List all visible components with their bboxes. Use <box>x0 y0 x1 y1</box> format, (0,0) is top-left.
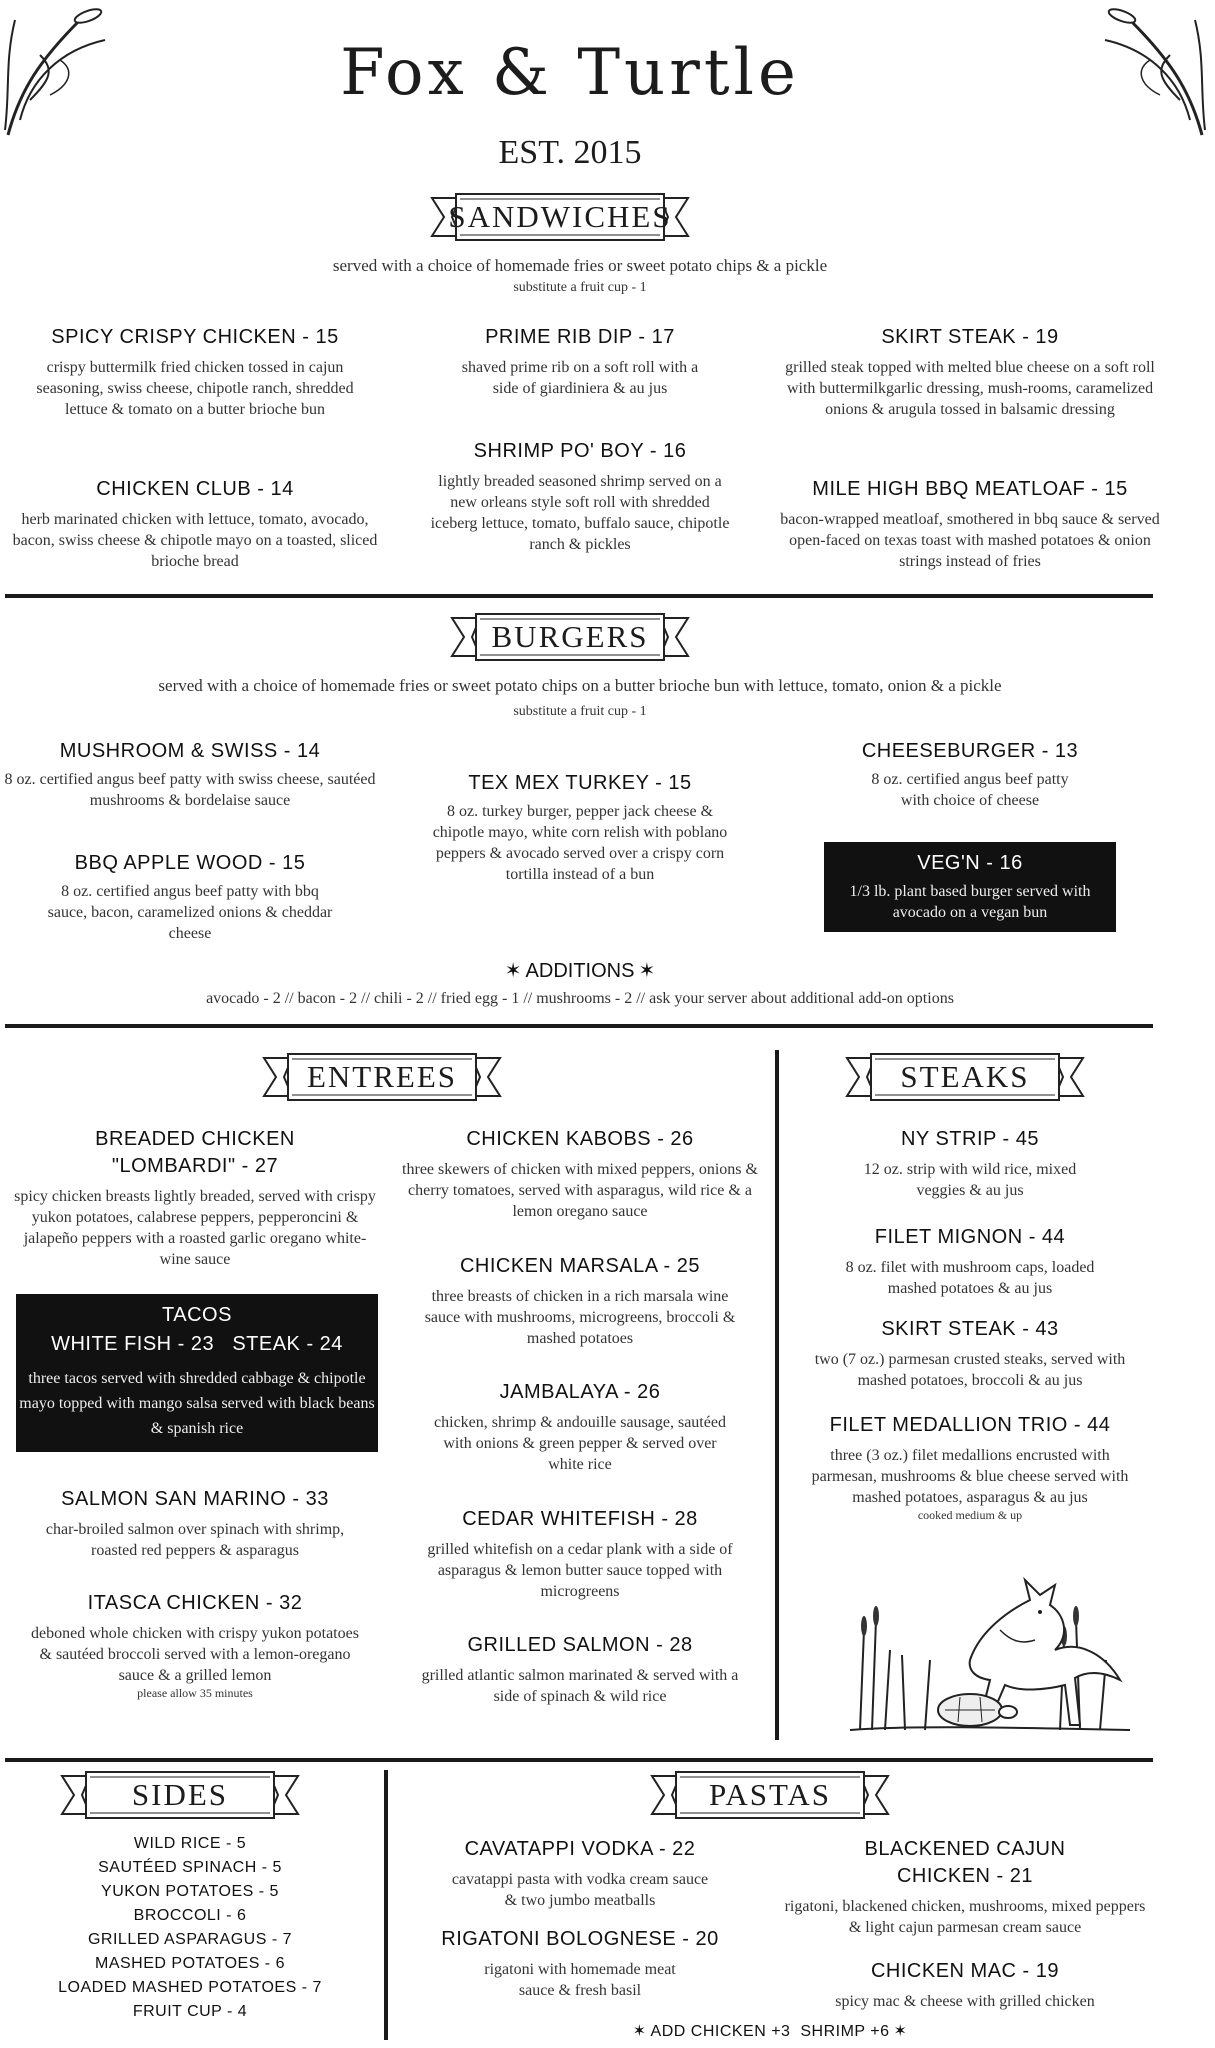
list-item: WILD RICE - 5 <box>133 1835 247 1852</box>
item-description: crispy buttermilk fried chicken tossed in cajun seasoning, swiss cheese, chipotle ranch, shredded lettuce & tomato on a butter brioche bun <box>36 359 354 418</box>
menu-item <box>775 478 1165 572</box>
item-title: GRILLED SALMON - 28 <box>467 1634 693 1656</box>
list-item: SAUTÉED SPINACH - 5 <box>98 1859 282 1876</box>
item-title: CHICKEN CLUB - 14 <box>96 478 294 500</box>
item-description: 8 oz. filet with mushroom caps, loaded mashed potatoes & au jus <box>845 1259 1095 1297</box>
established-year: EST. 2015 <box>498 134 642 171</box>
item-title: CHICKEN - 21 <box>896 1865 1034 1887</box>
pastas-heading: PASTAS <box>708 1777 832 1812</box>
vegan-burger-box <box>824 842 1116 932</box>
burgers-intro: served with a choice of homemade fries or sweet potato chips on a butter brioche bun with lettuce, tomato, onion & a pickle <box>158 676 1002 695</box>
header <box>0 0 1215 180</box>
item-title: FILET MEDALLION TRIO - 44 <box>829 1414 1111 1436</box>
menu-item <box>400 1634 760 1707</box>
item-note: cooked medium & up <box>917 1508 1023 1522</box>
menu-item <box>0 852 380 944</box>
item-description: spicy chicken breasts lightly breaded, served with crispy yukon potatoes, calabrese peppers, pepperoncini & jalapeño peppers with a roasted garlic oregano white-wine sauce <box>14 1188 376 1268</box>
item-description: 8 oz. certified angus beef patty with swiss cheese, sautéed mushrooms & bordelaise sauce <box>4 771 376 809</box>
item-title: SKIRT STEAK - 43 <box>881 1318 1059 1340</box>
list-item: FRUIT CUP - 4 <box>132 2003 248 2020</box>
additions-list: avocado - 2 // bacon - 2 // chili - 2 // fried egg - 1 // mushrooms - 2 // ask your server about additional add-on options <box>206 990 954 1007</box>
item-description: three skewers of chicken with mixed peppers, onions & cherry tomatoes, served with asparagus, wild rice & a lemon oregano sauce <box>402 1161 758 1220</box>
star-icon: ✶ <box>632 2023 647 2040</box>
item-title: CEDAR WHITEFISH - 28 <box>462 1508 698 1530</box>
item-title: NY STRIP - 45 <box>900 1128 1040 1150</box>
pasta-addons-text: ADD CHICKEN +3 SHRIMP +6 <box>650 2023 890 2040</box>
menu-item <box>400 772 760 885</box>
menu-item <box>820 740 1120 811</box>
pasta-addons <box>400 2020 1140 2044</box>
item-description: lightly breaded seasoned shrimp served on a new orleans style soft roll with shredded iceberg lettuce, tomato, buffalo sauce, chipotle ranch & pickles <box>430 473 730 553</box>
cattail-plant-icon <box>0 0 110 140</box>
star-icon: ✶ <box>893 2023 908 2040</box>
item-description: rigatoni, blackened chicken, mushrooms, mixed peppers & light cajun parmesan cream sauce <box>784 1898 1146 1936</box>
item-description: grilled atlantic salmon marinated & served with a side of spinach & wild rice <box>421 1667 739 1705</box>
sides-list <box>20 1832 360 2024</box>
item-title: WHITE FISH - 23 STEAK - 24 <box>51 1333 343 1355</box>
item-title: PRIME RIB DIP - 17 <box>485 326 675 348</box>
item-title: JAMBALAYA - 26 <box>499 1381 661 1403</box>
item-description: grilled whitefish on a cedar plank with a side of asparagus & lemon butter sauce topped with microgreens <box>427 1541 733 1600</box>
item-title: TACOS <box>162 1304 232 1326</box>
sandwiches-banner <box>430 190 690 244</box>
column-divider <box>775 1050 779 1740</box>
menu-item <box>775 1960 1155 2012</box>
item-description: 8 oz. certified angus beef patty with choice of cheese <box>871 771 1069 809</box>
item-description: three breasts of chicken in a rich marsala wine sauce with mushrooms, microgreens, broccoli & mashed potatoes <box>424 1288 736 1347</box>
burgers-substitute: substitute a fruit cup - 1 <box>513 704 647 719</box>
menu-item <box>0 740 380 811</box>
additions-header <box>0 958 1160 983</box>
item-title: VEG'N - 16 <box>917 852 1023 874</box>
item-title: CHICKEN MAC - 19 <box>870 1960 1060 1982</box>
item-description: bacon-wrapped meatloaf, smothered in bbq sauce & served open-faced on texas toast with mashed potatoes & onion strings instead of fries <box>780 511 1160 570</box>
item-description: two (7 oz.) parmesan crusted steaks, served with mashed potatoes, broccoli & au jus <box>814 1351 1126 1389</box>
list-item: GRILLED ASPARAGUS - 7 <box>87 1931 293 1948</box>
item-title: MILE HIGH BBQ MEATLOAF - 15 <box>812 478 1128 500</box>
item-title: BLACKENED CAJUN <box>864 1838 1066 1860</box>
menu-item <box>400 1381 760 1475</box>
section-divider <box>5 1024 1153 1028</box>
menu-item <box>400 1255 760 1349</box>
brand-logo: Fox & Turtle <box>340 36 800 110</box>
item-description: 8 oz. turkey burger, pepper jack cheese & chipotle mayo, white corn relish with poblano peppers & avocado served over a crispy corn tortilla instead of a bun <box>432 803 728 883</box>
item-title: SPICY CRISPY CHICKEN - 15 <box>51 326 339 348</box>
column-divider <box>384 1770 388 2040</box>
item-title: ITASCA CHICKEN - 32 <box>87 1592 303 1614</box>
additions-title: ADDITIONS <box>525 960 635 982</box>
menu-item <box>400 1128 760 1222</box>
item-title: CHEESEBURGER - 13 <box>861 740 1079 762</box>
item-title: FILET MIGNON - 44 <box>874 1226 1066 1248</box>
section-divider <box>5 594 1153 598</box>
burgers-heading: BURGERS <box>491 619 649 654</box>
menu-item <box>790 1318 1150 1391</box>
fox-and-turtle-illustration <box>850 1560 1130 1735</box>
item-title: SHRIMP PO' BOY - 16 <box>473 440 687 462</box>
sandwiches-intro: served with a choice of homemade fries or sweet potato chips & a pickle <box>332 256 828 275</box>
entrees-banner <box>262 1050 502 1104</box>
item-title: SALMON SAN MARINO - 33 <box>61 1488 329 1510</box>
steaks-heading: STEAKS <box>900 1059 1030 1094</box>
sandwiches-heading: SANDWICHES <box>448 199 672 234</box>
item-description: spicy mac & cheese with grilled chicken <box>835 1993 1095 2010</box>
item-description: char-broiled salmon over spinach with shrimp, roasted red peppers & asparagus <box>45 1521 345 1559</box>
menu-item <box>790 1128 1150 1201</box>
menu-item <box>400 326 760 399</box>
menu-item <box>10 1488 380 1561</box>
item-description: grilled steak topped with melted blue cheese on a soft roll with buttermilkgarlic dressing, mush-rooms, caramelized onions & arugula tossed in balsamic dressing <box>785 359 1155 418</box>
item-description: 8 oz. certified angus beef patty with bbq sauce, bacon, caramelized onions & cheddar cheese <box>47 883 333 942</box>
list-item: YUKON POTATOES - 5 <box>101 1883 279 1900</box>
sides-banner <box>60 1768 300 1822</box>
item-title: BREADED CHICKEN <box>95 1128 295 1150</box>
item-title: RIGATONI BOLOGNESE - 20 <box>441 1928 719 1950</box>
item-title: CHICKEN KABOBS - 26 <box>466 1128 694 1150</box>
star-icon: ✶ <box>638 960 656 982</box>
menu-item <box>400 1508 760 1602</box>
item-description: rigatoni with homemade meat sauce & fresh basil <box>484 1961 676 1999</box>
item-title: MUSHROOM & SWISS - 14 <box>59 740 321 762</box>
menu-item <box>400 1838 760 1911</box>
menu-item <box>790 1414 1150 1523</box>
menu-item <box>10 1592 380 1701</box>
item-description: cavatappi pasta with vodka cream sauce & two jumbo meatballs <box>451 1871 709 1909</box>
item-title: CAVATAPPI VODKA - 22 <box>464 1838 696 1860</box>
item-title: "LOMBARDI" - 27 <box>111 1155 279 1177</box>
item-description: chicken, shrimp & andouille sausage, sautéed with onions & green pepper & served over white rice <box>434 1414 726 1473</box>
item-description: deboned whole chicken with crispy yukon potatoes & sautéed broccoli served with a lemon-oregano sauce & a grilled lemon <box>31 1625 359 1684</box>
pastas-banner <box>650 1768 890 1822</box>
menu-item <box>790 1226 1150 1299</box>
menu-item <box>10 326 380 420</box>
sandwiches-substitute: substitute a fruit cup - 1 <box>513 280 647 295</box>
item-description: herb marinated chicken with lettuce, tomato, avocado, bacon, swiss cheese & chipotle mayo on a toasted, sliced brioche bread <box>12 511 378 570</box>
section-divider <box>5 1758 1153 1762</box>
menu-item <box>10 478 380 572</box>
menu-item <box>400 1928 760 2001</box>
item-description: shaved prime rib on a soft roll with a side of giardiniera & au jus <box>461 359 699 397</box>
item-description: 12 oz. strip with wild rice, mixed veggies & au jus <box>863 1161 1077 1199</box>
item-title: CHICKEN MARSALA - 25 <box>459 1255 701 1277</box>
star-icon: ✶ <box>504 960 522 982</box>
item-note: please allow 35 minutes <box>137 1686 253 1700</box>
tacos-box <box>16 1294 378 1452</box>
list-item: LOADED MASHED POTATOES - 7 <box>58 1979 322 1996</box>
item-title: BBQ APPLE WOOD - 15 <box>74 852 306 874</box>
menu-item <box>400 440 760 555</box>
entrees-heading: ENTREES <box>306 1059 458 1094</box>
item-description: 1/3 lb. plant based burger served with avocado on a vegan bun <box>849 883 1091 921</box>
sides-heading: SIDES <box>131 1777 229 1812</box>
menu-item <box>10 1128 380 1270</box>
steaks-banner <box>845 1050 1085 1104</box>
item-title: TEX MEX TURKEY - 15 <box>468 772 692 794</box>
cattail-plant-icon <box>1100 0 1210 140</box>
item-description: three (3 oz.) filet medallions encrusted with parmesan, mushrooms & blue cheese served with mashed potatoes, asparagus & au jus <box>811 1447 1129 1506</box>
menu-item <box>775 1838 1155 1938</box>
item-title: SKIRT STEAK - 19 <box>881 326 1059 348</box>
menu-item <box>775 326 1165 420</box>
burgers-banner <box>450 610 690 664</box>
list-item: BROCCOLI - 6 <box>133 1907 247 1924</box>
item-description: three tacos served with shredded cabbage & chipotle mayo topped with mango salsa served with black beans & spanish rice <box>19 1370 375 1437</box>
list-item: MASHED POTATOES - 6 <box>95 1955 285 1972</box>
